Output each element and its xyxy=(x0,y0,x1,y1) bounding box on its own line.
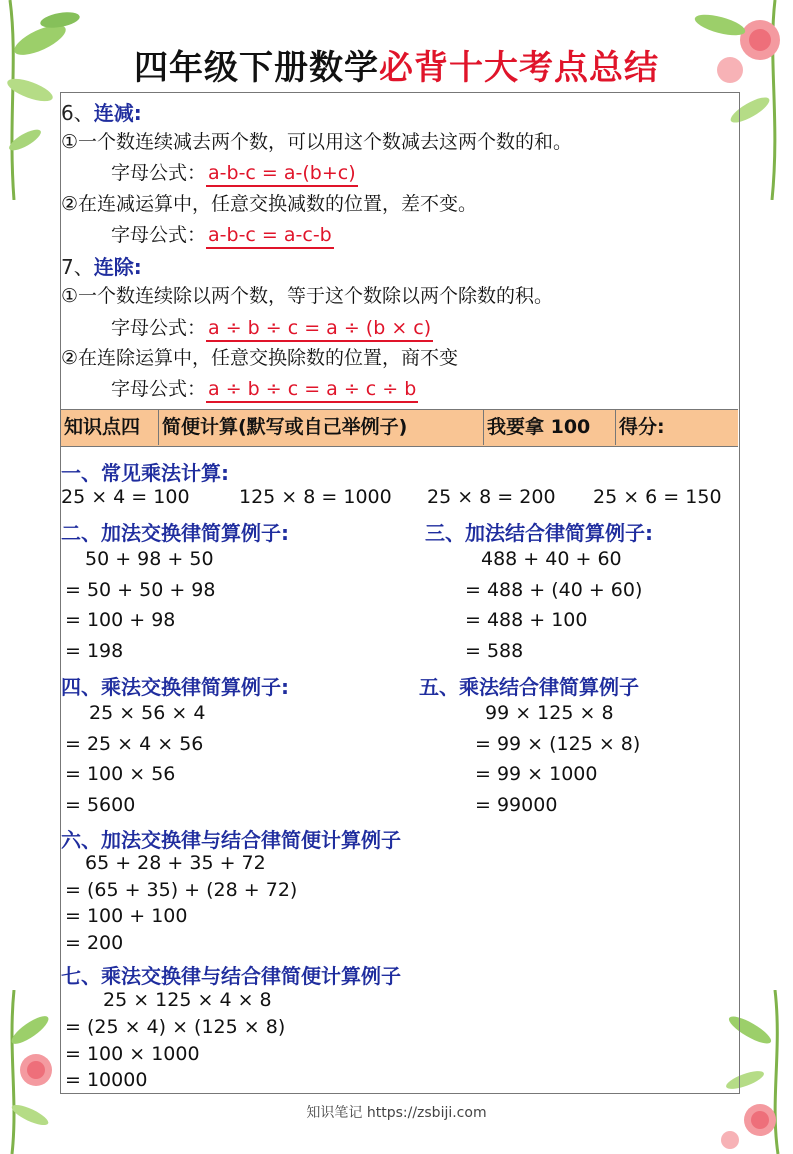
section7-formula2-row xyxy=(111,374,418,401)
knowledge-point-label: 知识点四 xyxy=(61,410,159,445)
addition-commutative-step: = 198 xyxy=(65,640,124,662)
multiplication-commutative-step: 25 × 56 × 4 xyxy=(89,702,206,724)
section7-formula2: a ÷ b ÷ c = a ÷ c ÷ b xyxy=(206,378,418,403)
content-frame xyxy=(60,92,740,1094)
multiplication-commutative-step: = 100 × 56 xyxy=(65,763,176,785)
section6-rule2: ②在连减运算中，任意交换减数的位置，差不变。 xyxy=(61,193,478,215)
section7-heading-num: 7、 xyxy=(61,255,94,279)
multiplication-combined-step: = 10000 xyxy=(65,1069,148,1091)
addition-commutative-step: 50 + 98 + 50 xyxy=(85,548,214,570)
formula-label: 字母公式： xyxy=(111,317,207,339)
multiplication-associative-step: = 99 × (125 × 8) xyxy=(475,733,641,755)
section7-rule1: ①一个数连续除以两个数，等于这个数除以两个除数的积。 xyxy=(61,285,554,307)
multiplication-combined-step: 25 × 125 × 4 × 8 xyxy=(103,989,272,1011)
formula-label: 字母公式： xyxy=(111,224,207,246)
multiplication-commutative-heading: 四、乘法交换律简算例子: xyxy=(61,675,289,699)
addition-associative-step: 488 + 40 + 60 xyxy=(481,548,622,570)
addition-commutative-heading: 二、加法交换律简算例子: xyxy=(61,521,289,545)
section7-formula1: a ÷ b ÷ c = a ÷ (b × c) xyxy=(206,317,433,342)
addition-associative-heading: 三、加法结合律简算例子: xyxy=(425,521,653,545)
score-field[interactable]: 得分: xyxy=(619,416,665,438)
addition-associative-step: = 588 xyxy=(465,640,524,662)
multiplication-combined-step: = (25 × 4) × (125 × 8) xyxy=(65,1016,286,1038)
addition-combined-step: 65 + 28 + 35 + 72 xyxy=(85,852,266,874)
multiplication-combined-heading: 七、乘法交换律与结合律简便计算例子 xyxy=(61,964,401,988)
multiplication-associative-step: = 99 × 1000 xyxy=(475,763,598,785)
section6-heading-text: 连减: xyxy=(93,101,142,125)
section6-heading-num: 6、 xyxy=(61,101,94,125)
multiplication-associative-step: = 99000 xyxy=(475,794,558,816)
formula-label: 字母公式： xyxy=(111,162,207,184)
section6-rule1: ①一个数连续减去两个数，可以用这个数减去这两个数的和。 xyxy=(61,131,573,153)
section6-formula1: a-b-c = a-(b+c) xyxy=(206,162,358,187)
multiplication-fact: 25 × 4 = 100 xyxy=(61,486,190,508)
page-title-part1: 四年级下册数学 xyxy=(134,48,379,88)
multiplication-combined-step: = 100 × 1000 xyxy=(65,1043,200,1065)
page-title xyxy=(0,40,793,89)
section6-formula2: a-b-c = a-c-b xyxy=(206,224,334,249)
addition-commutative-step: = 50 + 50 + 98 xyxy=(65,579,216,601)
multiplication-commutative-step: = 5600 xyxy=(65,794,136,816)
footer-watermark: 知识笔记 https://zsbiji.com xyxy=(306,1105,487,1121)
knowledge-point-bar xyxy=(61,409,738,447)
addition-combined-heading: 六、加法交换律与结合律简便计算例子 xyxy=(61,828,401,852)
addition-associative-step: = 488 + 100 xyxy=(465,609,588,631)
formula-label: 字母公式： xyxy=(111,378,207,400)
multiplication-associative-step: 99 × 125 × 8 xyxy=(485,702,614,724)
addition-associative-step: = 488 + (40 + 60) xyxy=(465,579,643,601)
multiplication-commutative-step: = 25 × 4 × 56 xyxy=(65,733,204,755)
common-multiplication-heading: 一、常见乘法计算: xyxy=(61,461,229,485)
target-score-label: 我要拿 100 xyxy=(484,410,616,445)
section7-rule2: ②在连除运算中，任意交换除数的位置，商不变 xyxy=(61,347,459,369)
addition-combined-step: = (65 + 35) + (28 + 72) xyxy=(65,879,298,901)
section6-heading xyxy=(61,97,142,126)
addition-commutative-step: = 100 + 98 xyxy=(65,609,176,631)
multiplication-fact: 125 × 8 = 1000 xyxy=(239,486,392,508)
multiplication-fact: 25 × 6 = 150 xyxy=(593,486,722,508)
multiplication-fact: 25 × 8 = 200 xyxy=(427,486,556,508)
knowledge-point-topic: 简便计算(默写或自己举例子) xyxy=(159,410,484,445)
section7-heading-text: 连除: xyxy=(93,255,142,279)
addition-combined-step: = 100 + 100 xyxy=(65,905,188,927)
section7-formula1-row xyxy=(111,313,433,340)
page-title-part2: 必背十大考点总结 xyxy=(379,48,659,88)
addition-combined-step: = 200 xyxy=(65,932,124,954)
section7-heading xyxy=(61,251,142,280)
section6-formula2-row xyxy=(111,220,334,247)
section6-formula1-row xyxy=(111,158,358,185)
multiplication-associative-heading: 五、乘法结合律简算例子 xyxy=(419,675,639,699)
